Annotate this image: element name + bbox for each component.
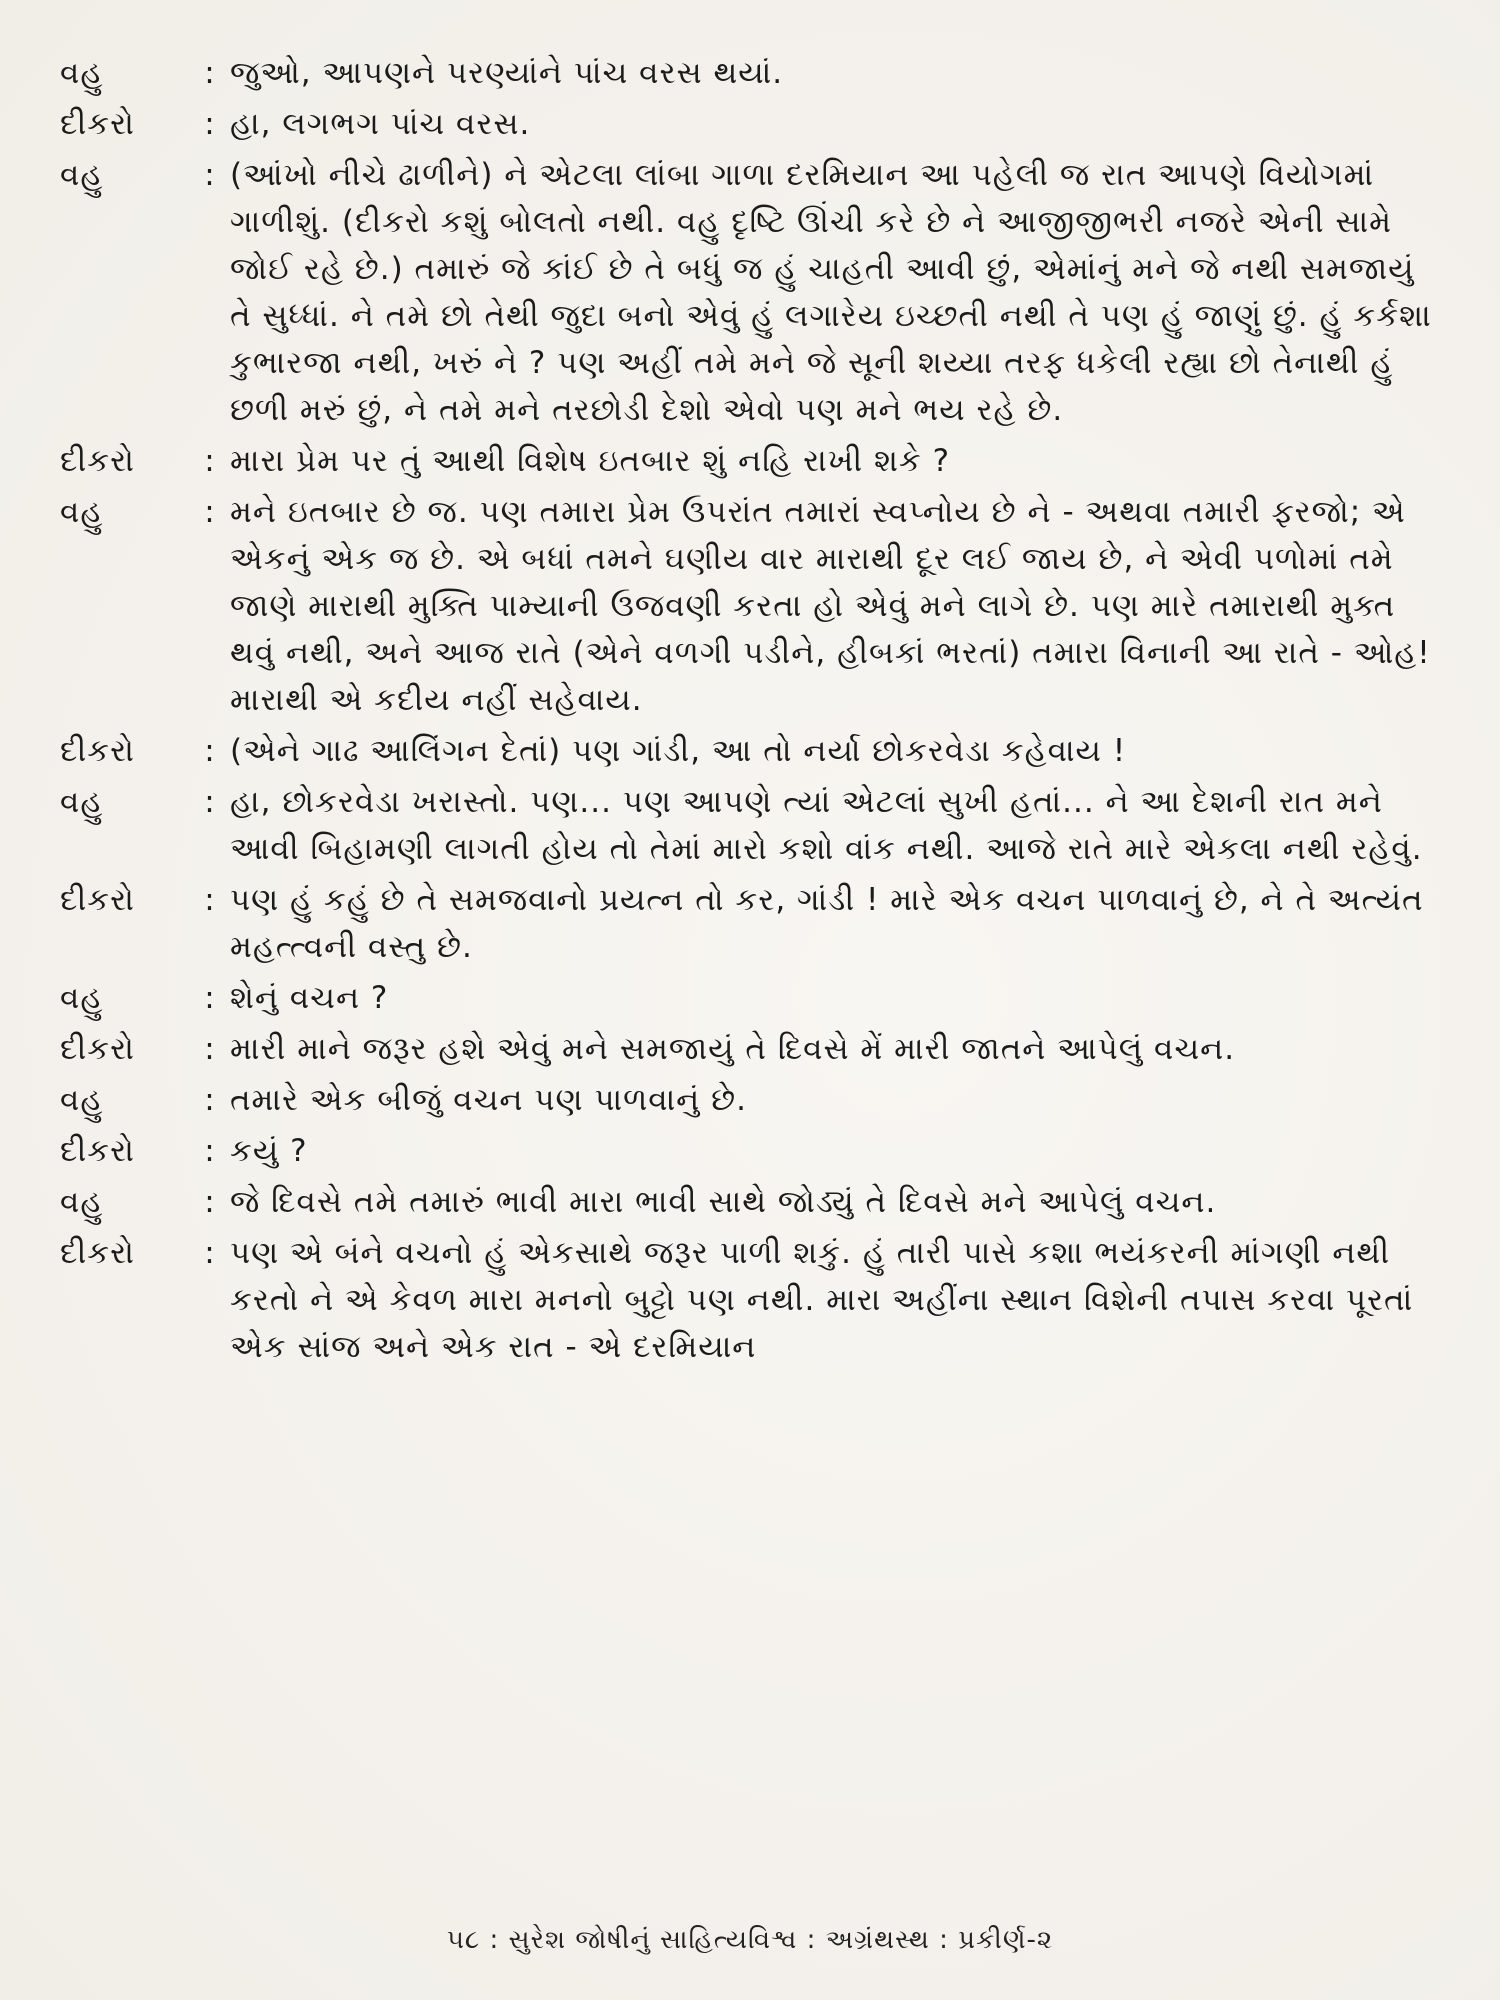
speaker-name: વહુ — [60, 494, 104, 530]
speaker-separator: : — [204, 882, 216, 918]
speaker-separator: : — [204, 1082, 216, 1118]
speaker-separator: : — [204, 1133, 216, 1169]
dialogue-text: પણ એ બંને વચનો હું એકસાથે જરૂર પાળી શકું. હું તારી પાસે કશા ભયંકરની માંગણી નથી કરતો ને એ કેવળ મારા મનનો બુટ્ટો પણ નથી. મારા અહીંના સ્થાન વિશેની તપાસ કરવા પૂરતાં એક સાંજ અને એક રાત - એ દરમિયાન — [230, 1235, 1414, 1365]
dialogue-content — [60, 50, 1450, 1375]
speaker-name: દીકરો — [60, 733, 135, 769]
dialogue-line — [60, 975, 1450, 1022]
speaker-separator: : — [204, 733, 216, 769]
speaker-name: દીકરો — [60, 1235, 135, 1271]
speaker-separator: : — [204, 1184, 216, 1220]
dialogue-text: તમારે એક બીજું વચન પણ પાળવાનું છે. — [230, 1082, 747, 1118]
dialogue-text: કયું ? — [230, 1133, 308, 1169]
dialogue-text: હા, છોકરવેડા ખરાસ્તો. પણ... પણ આપણે ત્યાં એટલાં સુખી હતાં... ને આ દેશની રાત મને આવી બિહામણી લાગતી હોય તો તેમાં મારો કશો વાંક નથી. આજે રાતે મારે એકલા નથી રહેવું. — [230, 784, 1423, 867]
dialogue-line — [60, 489, 1450, 724]
dialogue-line — [60, 1077, 1450, 1124]
dialogue-text: મારા પ્રેમ પર તું આથી વિશેષ ઇતબાર શું નહિ રાખી શકે ? — [230, 443, 951, 479]
speaker-name: દીકરો — [60, 1031, 135, 1067]
speaker-name: દીકરો — [60, 1133, 135, 1169]
dialogue-line — [60, 1230, 1450, 1371]
dialogue-text: (આંખો નીચે ઢાળીને) ને એટલા લાંબા ગાળા દરમિયાન આ પહેલી જ રાત આપણે વિયોગમાં ગાળીશું. (દીકરો કશું બોલતો નથી. વહુ દૃષ્ટિ ઊંચી કરે છે ને આજીજીભરી નજરે એની સામે જોઈ રહે છે.) તમારું જે કાંઈ છે તે બધું જ હું ચાહતી આવી છું, એમાંનું મને જે નથી સમજાયું તે સુધ્ધાં. ને તમે છો તેથી જુદા બનો એવું હું લગારેય ઇચ્છતી નથી તે પણ હું જાણું છું. હું કર્કશા કુભારજા નથી, ખરું ને ? પણ અહીં તમે મને જે સૂની શય્યા તરફ ધકેલી રહ્યા છો તેનાથી હું છળી મરું છું, ને તમે મને તરછોડી દેશો એવો પણ મને ભય રહે છે. — [230, 157, 1432, 428]
dialogue-line — [60, 1128, 1450, 1175]
speaker-name: વહુ — [60, 784, 104, 820]
page-footer: ૫૮ : સુરેશ જોષીનું સાહિત્યવિશ્વ : અગ્રંથસ્થ : પ્રકીર્ણ-૨ — [446, 1925, 1054, 1955]
speaker-name: દીકરો — [60, 106, 135, 142]
speaker-name: વહુ — [60, 1184, 104, 1220]
dialogue-text: જુઓ, આપણને પરણ્યાંને પાંચ વરસ થયાં. — [230, 55, 784, 91]
speaker-separator: : — [204, 1031, 216, 1067]
speaker-separator: : — [204, 784, 216, 820]
dialogue-line — [60, 877, 1450, 971]
speaker-separator: : — [204, 106, 216, 142]
speaker-name: દીકરો — [60, 882, 135, 918]
dialogue-text: મારી માને જરૂર હશે એવું મને સમજાયું તે દિવસે મેં મારી જાતને આપેલું વચન. — [230, 1031, 1236, 1067]
dialogue-line — [60, 50, 1450, 97]
speaker-separator: : — [204, 1235, 216, 1271]
speaker-separator: : — [204, 980, 216, 1016]
dialogue-line — [60, 728, 1450, 775]
speaker-separator: : — [204, 494, 216, 530]
dialogue-text: શેનું વચન ? — [230, 980, 389, 1016]
dialogue-line — [60, 1026, 1450, 1073]
speaker-name: વહુ — [60, 980, 104, 1016]
dialogue-line — [60, 101, 1450, 148]
speaker-separator: : — [204, 157, 216, 193]
dialogue-line — [60, 779, 1450, 873]
dialogue-text: (એને ગાઢ આલિંગન દેતાં) પણ ગાંડી, આ તો નર્યા છોકરવેડા કહેવાય ! — [230, 733, 1127, 769]
speaker-name: દીકરો — [60, 443, 135, 479]
dialogue-line — [60, 1179, 1450, 1226]
speaker-name: વહુ — [60, 55, 104, 91]
speaker-separator: : — [204, 55, 216, 91]
speaker-name: વહુ — [60, 1082, 104, 1118]
dialogue-text: પણ હું કહું છે તે સમજવાનો પ્રયત્ન તો કર, ગાંડી ! મારે એક વચન પાળવાનું છે, ને તે અત્યંત મહત્ત્વની વસ્તુ છે. — [230, 882, 1424, 965]
dialogue-line — [60, 152, 1450, 434]
dialogue-line — [60, 438, 1450, 485]
speaker-name: વહુ — [60, 157, 104, 193]
dialogue-text: મને ઇતબાર છે જ. પણ તમારા પ્રેમ ઉપરાંત તમારાં સ્વપ્નોય છે ને - અથવા તમારી ફરજો; એ એકનું એક જ છે. એ બધાં તમને ઘણીય વાર મારાથી દૂર લઈ જાય છે, ને એવી પળોમાં તમે જાણે મારાથી મુક્તિ પામ્યાની ઉજવણી કરતા હો એવું મને લાગે છે. પણ મારે તમારાથી મુક્ત થવું નથી, અને આજ રાતે (એને વળગી પડીને, હીબકાં ભરતાં) તમારા વિનાની આ રાતે - ઓહ! મારાથી એ કદીય નહીં સહેવાય. — [230, 494, 1431, 718]
dialogue-text: હા, લગભગ પાંચ વરસ. — [230, 106, 531, 142]
speaker-separator: : — [204, 443, 216, 479]
dialogue-text: જે દિવસે તમે તમારું ભાવી મારા ભાવી સાથે જોડ્યું તે દિવસે મને આપેલું વચન. — [230, 1184, 1217, 1220]
